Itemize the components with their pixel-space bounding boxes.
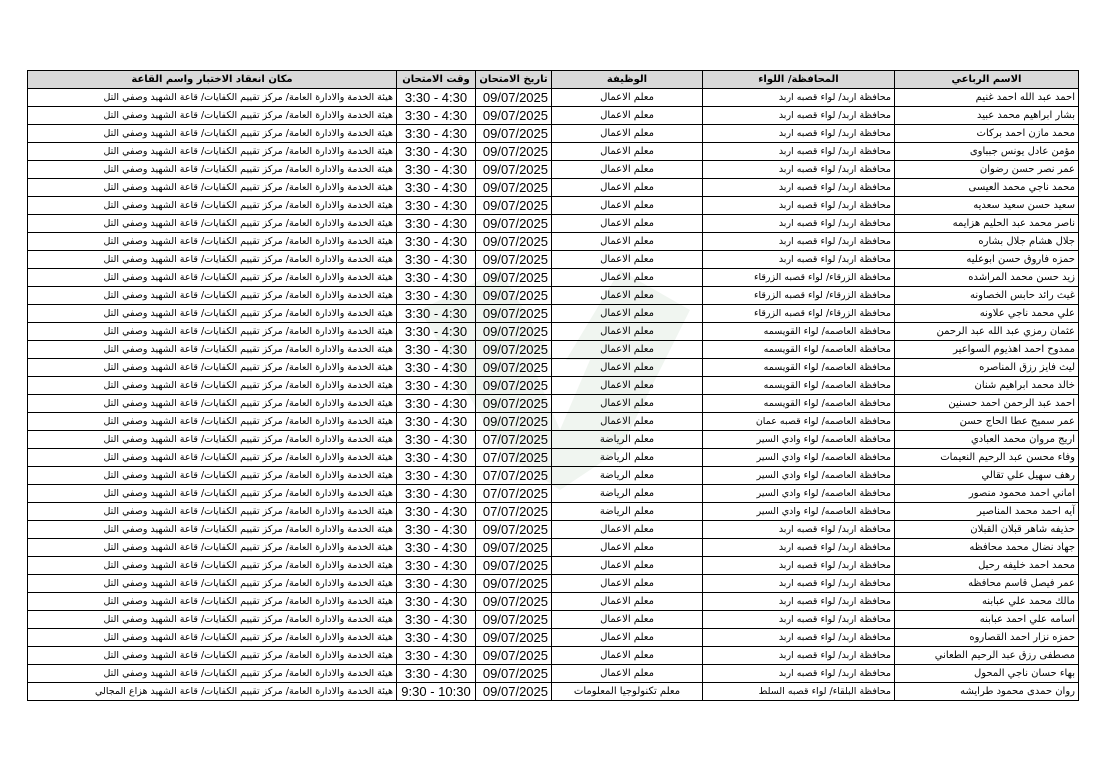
candidate-name-cell: عمر سميح عطا الحاج حسن — [895, 413, 1079, 431]
exam-date-cell: 09/07/2025 — [476, 593, 552, 611]
exam-location-cell: هيئة الخدمة والادارة العامة/ مركز تقييم الكفايات/ قاعة الشهيد وصفي التل — [28, 287, 397, 305]
governorate-cell: محافظة اربد/ لواء قصبه اربد — [703, 251, 895, 269]
candidate-name-cell: وفاء محسن عبد الرحيم النعيمات — [895, 449, 1079, 467]
candidate-name-cell: زيد حسن محمد المراشده — [895, 269, 1079, 287]
exam-time-cell: 3:30 - 4:30 — [397, 539, 476, 557]
job-title-cell: معلم الاعمال — [552, 665, 703, 683]
exam-location-cell: هيئة الخدمة والادارة العامة/ مركز تقييم الكفايات/ قاعة الشهيد وصفي التل — [28, 197, 397, 215]
table-row — [28, 413, 1079, 431]
governorate-cell: محافظة اربد/ لواء قصبه اربد — [703, 107, 895, 125]
exam-location-cell: هيئة الخدمة والادارة العامة/ مركز تقييم الكفايات/ قاعة الشهيد هزاع المجالي — [28, 683, 397, 701]
table-row — [28, 449, 1079, 467]
governorate-cell: محافظة اربد/ لواء قصبه اربد — [703, 215, 895, 233]
table-row — [28, 467, 1079, 485]
table-row — [28, 377, 1079, 395]
exam-date-cell: 09/07/2025 — [476, 413, 552, 431]
candidate-name-cell: غيث رائد حابس الخصاونه — [895, 287, 1079, 305]
job-title-cell: معلم الرياضة — [552, 467, 703, 485]
candidate-name-cell: حمزه فاروق حسن ابوعليه — [895, 251, 1079, 269]
governorate-cell: محافظة اربد/ لواء قصبه اربد — [703, 179, 895, 197]
table-row — [28, 485, 1079, 503]
exam-date-cell: 09/07/2025 — [476, 233, 552, 251]
job-title-cell: معلم الاعمال — [552, 647, 703, 665]
table-row — [28, 287, 1079, 305]
job-title-cell: معلم الرياضة — [552, 449, 703, 467]
exam-location-cell: هيئة الخدمة والادارة العامة/ مركز تقييم الكفايات/ قاعة الشهيد وصفي التل — [28, 665, 397, 683]
exam-location-cell: هيئة الخدمة والادارة العامة/ مركز تقييم الكفايات/ قاعة الشهيد وصفي التل — [28, 611, 397, 629]
exam-time-cell: 3:30 - 4:30 — [397, 215, 476, 233]
governorate-cell: محافظة العاصمه/ لواء وادي السير — [703, 449, 895, 467]
job-title-cell: معلم الاعمال — [552, 107, 703, 125]
governorate-cell: محافظة اربد/ لواء قصبه اربد — [703, 557, 895, 575]
candidate-name-cell: محمد ناجي محمد العيسى — [895, 179, 1079, 197]
exam-time-cell: 3:30 - 4:30 — [397, 179, 476, 197]
exam-date-cell: 09/07/2025 — [476, 665, 552, 683]
job-title-cell: معلم الاعمال — [552, 323, 703, 341]
exam-location-cell: هيئة الخدمة والادارة العامة/ مركز تقييم الكفايات/ قاعة الشهيد وصفي التل — [28, 323, 397, 341]
exam-date-cell: 07/07/2025 — [476, 467, 552, 485]
table-row — [28, 89, 1079, 107]
exam-location-cell: هيئة الخدمة والادارة العامة/ مركز تقييم الكفايات/ قاعة الشهيد وصفي التل — [28, 629, 397, 647]
exam-date-cell: 09/07/2025 — [476, 107, 552, 125]
table-row — [28, 431, 1079, 449]
governorate-cell: محافظة العاصمه/ لواء وادي السير — [703, 431, 895, 449]
job-title-cell: معلم الاعمال — [552, 557, 703, 575]
table-row — [28, 269, 1079, 287]
exam-location-cell: هيئة الخدمة والادارة العامة/ مركز تقييم الكفايات/ قاعة الشهيد وصفي التل — [28, 215, 397, 233]
governorate-cell: محافظة البلقاء/ لواء قصبه السلط — [703, 683, 895, 701]
candidate-name-cell: سعيد حسن سعيد سعديه — [895, 197, 1079, 215]
exam-date-cell: 09/07/2025 — [476, 215, 552, 233]
exam-date-cell: 09/07/2025 — [476, 377, 552, 395]
candidate-name-cell: عثمان رمزي عبد الله عبد الرحمن — [895, 323, 1079, 341]
exam-location-cell: هيئة الخدمة والادارة العامة/ مركز تقييم الكفايات/ قاعة الشهيد وصفي التل — [28, 89, 397, 107]
exam-date-cell: 09/07/2025 — [476, 359, 552, 377]
exam-location-cell: هيئة الخدمة والادارة العامة/ مركز تقييم الكفايات/ قاعة الشهيد وصفي التل — [28, 647, 397, 665]
exam-time-cell: 9:30 - 10:30 — [397, 683, 476, 701]
header-exam-date: تاريخ الامتحان — [476, 71, 552, 89]
job-title-cell: معلم الاعمال — [552, 341, 703, 359]
exam-date-cell: 09/07/2025 — [476, 143, 552, 161]
exam-location-cell: هيئة الخدمة والادارة العامة/ مركز تقييم الكفايات/ قاعة الشهيد وصفي التل — [28, 503, 397, 521]
exam-date-cell: 09/07/2025 — [476, 557, 552, 575]
table-row — [28, 323, 1079, 341]
job-title-cell: معلم الاعمال — [552, 233, 703, 251]
governorate-cell: محافظة اربد/ لواء قصبه اربد — [703, 125, 895, 143]
table-row — [28, 647, 1079, 665]
job-title-cell: معلم الاعمال — [552, 521, 703, 539]
governorate-cell: محافظة العاصمه/ لواء وادي السير — [703, 503, 895, 521]
exam-time-cell: 3:30 - 4:30 — [397, 575, 476, 593]
table-header-row — [28, 71, 1079, 89]
governorate-cell: محافظة اربد/ لواء قصبه اربد — [703, 629, 895, 647]
job-title-cell: معلم الاعمال — [552, 143, 703, 161]
exam-time-cell: 3:30 - 4:30 — [397, 287, 476, 305]
governorate-cell: محافظة العاصمه/ لواء وادي السير — [703, 467, 895, 485]
exam-location-cell: هيئة الخدمة والادارة العامة/ مركز تقييم الكفايات/ قاعة الشهيد وصفي التل — [28, 125, 397, 143]
table-row — [28, 305, 1079, 323]
table-row — [28, 215, 1079, 233]
candidate-name-cell: حمزه نزار احمد القصاروه — [895, 629, 1079, 647]
candidate-name-cell: احمد عبد الله احمد غنيم — [895, 89, 1079, 107]
governorate-cell: محافظة اربد/ لواء قصبه اربد — [703, 611, 895, 629]
governorate-cell: محافظة اربد/ لواء قصبه اربد — [703, 575, 895, 593]
exam-date-cell: 09/07/2025 — [476, 323, 552, 341]
exam-time-cell: 3:30 - 4:30 — [397, 467, 476, 485]
job-title-cell: معلم الاعمال — [552, 539, 703, 557]
table-row — [28, 521, 1079, 539]
exam-time-cell: 3:30 - 4:30 — [397, 323, 476, 341]
candidate-name-cell: ممدوح احمد اهذيوم السواعير — [895, 341, 1079, 359]
job-title-cell: معلم الاعمال — [552, 395, 703, 413]
exam-location-cell: هيئة الخدمة والادارة العامة/ مركز تقييم الكفايات/ قاعة الشهيد وصفي التل — [28, 269, 397, 287]
exam-location-cell: هيئة الخدمة والادارة العامة/ مركز تقييم الكفايات/ قاعة الشهيد وصفي التل — [28, 359, 397, 377]
candidate-name-cell: ليث فايز رزق المناصره — [895, 359, 1079, 377]
job-title-cell: معلم الاعمال — [552, 197, 703, 215]
exam-date-cell: 09/07/2025 — [476, 521, 552, 539]
table-row — [28, 575, 1079, 593]
exam-time-cell: 3:30 - 4:30 — [397, 413, 476, 431]
exam-location-cell: هيئة الخدمة والادارة العامة/ مركز تقييم الكفايات/ قاعة الشهيد وصفي التل — [28, 305, 397, 323]
table-row — [28, 359, 1079, 377]
exam-date-cell: 09/07/2025 — [476, 179, 552, 197]
job-title-cell: معلم الاعمال — [552, 593, 703, 611]
candidate-name-cell: عمر نصر حسن رضوان — [895, 161, 1079, 179]
table-row — [28, 503, 1079, 521]
candidate-name-cell: ناصر محمد عبد الحليم هزايمه — [895, 215, 1079, 233]
exam-date-cell: 09/07/2025 — [476, 629, 552, 647]
table-row — [28, 395, 1079, 413]
governorate-cell: محافظة العاصمه/ لواء وادي السير — [703, 485, 895, 503]
exam-time-cell: 3:30 - 4:30 — [397, 107, 476, 125]
candidate-name-cell: احمد عبد الرحمن احمد حسنين — [895, 395, 1079, 413]
governorate-cell: محافظة العاصمه/ لواء القويسمه — [703, 395, 895, 413]
exam-time-cell: 3:30 - 4:30 — [397, 557, 476, 575]
exam-date-cell: 09/07/2025 — [476, 575, 552, 593]
job-title-cell: معلم الاعمال — [552, 611, 703, 629]
table-row — [28, 593, 1079, 611]
header-name: الاسم الرباعي — [895, 71, 1079, 89]
exam-time-cell: 3:30 - 4:30 — [397, 449, 476, 467]
exam-location-cell: هيئة الخدمة والادارة العامة/ مركز تقييم الكفايات/ قاعة الشهيد وصفي التل — [28, 413, 397, 431]
exam-date-cell: 09/07/2025 — [476, 125, 552, 143]
exam-location-cell: هيئة الخدمة والادارة العامة/ مركز تقييم الكفايات/ قاعة الشهيد وصفي التل — [28, 539, 397, 557]
table-row — [28, 341, 1079, 359]
exam-schedule-table — [27, 70, 1079, 701]
governorate-cell: محافظة اربد/ لواء قصبه اربد — [703, 233, 895, 251]
job-title-cell: معلم الرياضة — [552, 503, 703, 521]
exam-date-cell: 07/07/2025 — [476, 449, 552, 467]
table-row — [28, 161, 1079, 179]
governorate-cell: محافظة الزرقاء/ لواء قصبه الزرقاء — [703, 269, 895, 287]
candidate-name-cell: عمر فيصل قاسم محافظه — [895, 575, 1079, 593]
candidate-name-cell: آيه احمد محمد المناصير — [895, 503, 1079, 521]
candidate-name-cell: جلال هشام جلال بشاره — [895, 233, 1079, 251]
governorate-cell: محافظة اربد/ لواء قصبه اربد — [703, 593, 895, 611]
exam-time-cell: 3:30 - 4:30 — [397, 485, 476, 503]
job-title-cell: معلم الاعمال — [552, 629, 703, 647]
job-title-cell: معلم الاعمال — [552, 305, 703, 323]
exam-time-cell: 3:30 - 4:30 — [397, 233, 476, 251]
exam-time-cell: 3:30 - 4:30 — [397, 593, 476, 611]
exam-location-cell: هيئة الخدمة والادارة العامة/ مركز تقييم الكفايات/ قاعة الشهيد وصفي التل — [28, 143, 397, 161]
candidate-name-cell: محمد مازن احمد بركات — [895, 125, 1079, 143]
governorate-cell: محافظة العاصمه/ لواء القويسمه — [703, 377, 895, 395]
exam-time-cell: 3:30 - 4:30 — [397, 665, 476, 683]
job-title-cell: معلم الرياضة — [552, 431, 703, 449]
exam-date-cell: 09/07/2025 — [476, 395, 552, 413]
exam-time-cell: 3:30 - 4:30 — [397, 377, 476, 395]
table-row — [28, 197, 1079, 215]
table-row — [28, 233, 1079, 251]
candidate-name-cell: مؤمن عادل يونس جبباوى — [895, 143, 1079, 161]
exam-location-cell: هيئة الخدمة والادارة العامة/ مركز تقييم الكفايات/ قاعة الشهيد وصفي التل — [28, 395, 397, 413]
exam-location-cell: هيئة الخدمة والادارة العامة/ مركز تقييم الكفايات/ قاعة الشهيد وصفي التل — [28, 521, 397, 539]
exam-location-cell: هيئة الخدمة والادارة العامة/ مركز تقييم الكفايات/ قاعة الشهيد وصفي التل — [28, 449, 397, 467]
exam-date-cell: 09/07/2025 — [476, 89, 552, 107]
exam-location-cell: هيئة الخدمة والادارة العامة/ مركز تقييم الكفايات/ قاعة الشهيد وصفي التل — [28, 179, 397, 197]
header-exam-time: وقت الامتحان — [397, 71, 476, 89]
table-row — [28, 611, 1079, 629]
exam-location-cell: هيئة الخدمة والادارة العامة/ مركز تقييم الكفايات/ قاعة الشهيد وصفي التل — [28, 341, 397, 359]
exam-date-cell: 07/07/2025 — [476, 431, 552, 449]
exam-time-cell: 3:30 - 4:30 — [397, 161, 476, 179]
table-row — [28, 107, 1079, 125]
table-row — [28, 143, 1079, 161]
governorate-cell: محافظة العاصمه/ لواء قصبه عمان — [703, 413, 895, 431]
exam-time-cell: 3:30 - 4:30 — [397, 143, 476, 161]
table-row — [28, 179, 1079, 197]
exam-location-cell: هيئة الخدمة والادارة العامة/ مركز تقييم الكفايات/ قاعة الشهيد وصفي التل — [28, 575, 397, 593]
table-row — [28, 125, 1079, 143]
candidate-name-cell: اماني احمد محمود منصور — [895, 485, 1079, 503]
exam-location-cell: هيئة الخدمة والادارة العامة/ مركز تقييم الكفايات/ قاعة الشهيد وصفي التل — [28, 593, 397, 611]
governorate-cell: محافظة اربد/ لواء قصبه اربد — [703, 539, 895, 557]
exam-date-cell: 09/07/2025 — [476, 305, 552, 323]
exam-location-cell: هيئة الخدمة والادارة العامة/ مركز تقييم الكفايات/ قاعة الشهيد وصفي التل — [28, 467, 397, 485]
exam-location-cell: هيئة الخدمة والادارة العامة/ مركز تقييم الكفايات/ قاعة الشهيد وصفي التل — [28, 107, 397, 125]
job-title-cell: معلم الاعمال — [552, 575, 703, 593]
exam-time-cell: 3:30 - 4:30 — [397, 629, 476, 647]
exam-location-cell: هيئة الخدمة والادارة العامة/ مركز تقييم الكفايات/ قاعة الشهيد وصفي التل — [28, 377, 397, 395]
job-title-cell: معلم الرياضة — [552, 485, 703, 503]
candidate-name-cell: محمد احمد خليفه رحيل — [895, 557, 1079, 575]
job-title-cell: معلم الاعمال — [552, 215, 703, 233]
exam-location-cell: هيئة الخدمة والادارة العامة/ مركز تقييم الكفايات/ قاعة الشهيد وصفي التل — [28, 233, 397, 251]
job-title-cell: معلم الاعمال — [552, 413, 703, 431]
exam-date-cell: 09/07/2025 — [476, 647, 552, 665]
governorate-cell: محافظة اربد/ لواء قصبه اربد — [703, 665, 895, 683]
governorate-cell: محافظة العاصمه/ لواء القويسمه — [703, 359, 895, 377]
exam-time-cell: 3:30 - 4:30 — [397, 611, 476, 629]
job-title-cell: معلم الاعمال — [552, 89, 703, 107]
candidate-name-cell: روان حمدى محمود طرايشه — [895, 683, 1079, 701]
exam-time-cell: 3:30 - 4:30 — [397, 89, 476, 107]
candidate-name-cell: بشار ابراهيم محمد عبيد — [895, 107, 1079, 125]
exam-location-cell: هيئة الخدمة والادارة العامة/ مركز تقييم الكفايات/ قاعة الشهيد وصفي التل — [28, 251, 397, 269]
job-title-cell: معلم الاعمال — [552, 161, 703, 179]
candidate-name-cell: بهاء حسان ناجي المحول — [895, 665, 1079, 683]
governorate-cell: محافظة الزرقاء/ لواء قصبه الزرقاء — [703, 287, 895, 305]
job-title-cell: معلم الاعمال — [552, 359, 703, 377]
exam-time-cell: 3:30 - 4:30 — [397, 341, 476, 359]
exam-location-cell: هيئة الخدمة والادارة العامة/ مركز تقييم الكفايات/ قاعة الشهيد وصفي التل — [28, 431, 397, 449]
exam-location-cell: هيئة الخدمة والادارة العامة/ مركز تقييم الكفايات/ قاعة الشهيد وصفي التل — [28, 485, 397, 503]
candidate-name-cell: اسامه علي احمد عبابنه — [895, 611, 1079, 629]
exam-time-cell: 3:30 - 4:30 — [397, 197, 476, 215]
exam-time-cell: 3:30 - 4:30 — [397, 647, 476, 665]
job-title-cell: معلم الاعمال — [552, 125, 703, 143]
exam-time-cell: 3:30 - 4:30 — [397, 431, 476, 449]
exam-time-cell: 3:30 - 4:30 — [397, 125, 476, 143]
table-body — [28, 89, 1079, 701]
exam-date-cell: 09/07/2025 — [476, 341, 552, 359]
job-title-cell: معلم تكنولوجيا المعلومات — [552, 683, 703, 701]
header-governorate: المحافظة/ اللواء — [703, 71, 895, 89]
job-title-cell: معلم الاعمال — [552, 269, 703, 287]
exam-time-cell: 3:30 - 4:30 — [397, 395, 476, 413]
exam-date-cell: 07/07/2025 — [476, 485, 552, 503]
table-row — [28, 251, 1079, 269]
governorate-cell: محافظة اربد/ لواء قصبه اربد — [703, 143, 895, 161]
exam-date-cell: 09/07/2025 — [476, 287, 552, 305]
header-exam-location: مكان انعقاد الاختبار واسم القاعة — [28, 71, 397, 89]
job-title-cell: معلم الاعمال — [552, 179, 703, 197]
exam-time-cell: 3:30 - 4:30 — [397, 359, 476, 377]
candidate-name-cell: مالك محمد علي عبابنه — [895, 593, 1079, 611]
table-row — [28, 683, 1079, 701]
exam-date-cell: 09/07/2025 — [476, 539, 552, 557]
governorate-cell: محافظة العاصمه/ لواء القويسمه — [703, 323, 895, 341]
candidate-name-cell: رهف سهيل علي تقالي — [895, 467, 1079, 485]
exam-location-cell: هيئة الخدمة والادارة العامة/ مركز تقييم الكفايات/ قاعة الشهيد وصفي التل — [28, 161, 397, 179]
governorate-cell: محافظة العاصمه/ لواء القويسمه — [703, 341, 895, 359]
exam-date-cell: 07/07/2025 — [476, 503, 552, 521]
job-title-cell: معلم الاعمال — [552, 377, 703, 395]
exam-location-cell: هيئة الخدمة والادارة العامة/ مركز تقييم الكفايات/ قاعة الشهيد وصفي التل — [28, 557, 397, 575]
table-row — [28, 629, 1079, 647]
governorate-cell: محافظة اربد/ لواء قصبه اربد — [703, 647, 895, 665]
exam-date-cell: 09/07/2025 — [476, 269, 552, 287]
exam-time-cell: 3:30 - 4:30 — [397, 251, 476, 269]
candidate-name-cell: اريج مروان محمد العبادي — [895, 431, 1079, 449]
candidate-name-cell: جهاد نضال محمد محافظه — [895, 539, 1079, 557]
candidate-name-cell: مصطفى رزق عبد الرحيم الطعاني — [895, 647, 1079, 665]
exam-date-cell: 09/07/2025 — [476, 683, 552, 701]
candidate-name-cell: خالد محمد ابراهيم شنان — [895, 377, 1079, 395]
candidate-name-cell: حذيفه شاهر قبلان القبلان — [895, 521, 1079, 539]
exam-date-cell: 09/07/2025 — [476, 611, 552, 629]
header-job: الوظيفة — [552, 71, 703, 89]
table-row — [28, 539, 1079, 557]
exam-date-cell: 09/07/2025 — [476, 161, 552, 179]
governorate-cell: محافظة اربد/ لواء قصبه اربد — [703, 521, 895, 539]
exam-time-cell: 3:30 - 4:30 — [397, 521, 476, 539]
exam-date-cell: 09/07/2025 — [476, 251, 552, 269]
candidate-name-cell: علي محمد ناجي علاونه — [895, 305, 1079, 323]
table-row — [28, 665, 1079, 683]
job-title-cell: معلم الاعمال — [552, 287, 703, 305]
governorate-cell: محافظة اربد/ لواء قصبه اربد — [703, 89, 895, 107]
exam-time-cell: 3:30 - 4:30 — [397, 269, 476, 287]
governorate-cell: محافظة الزرقاء/ لواء قصبه الزرقاء — [703, 305, 895, 323]
governorate-cell: محافظة اربد/ لواء قصبه اربد — [703, 161, 895, 179]
exam-date-cell: 09/07/2025 — [476, 197, 552, 215]
job-title-cell: معلم الاعمال — [552, 251, 703, 269]
table-row — [28, 557, 1079, 575]
exam-time-cell: 3:30 - 4:30 — [397, 305, 476, 323]
exam-time-cell: 3:30 - 4:30 — [397, 503, 476, 521]
governorate-cell: محافظة اربد/ لواء قصبه اربد — [703, 197, 895, 215]
